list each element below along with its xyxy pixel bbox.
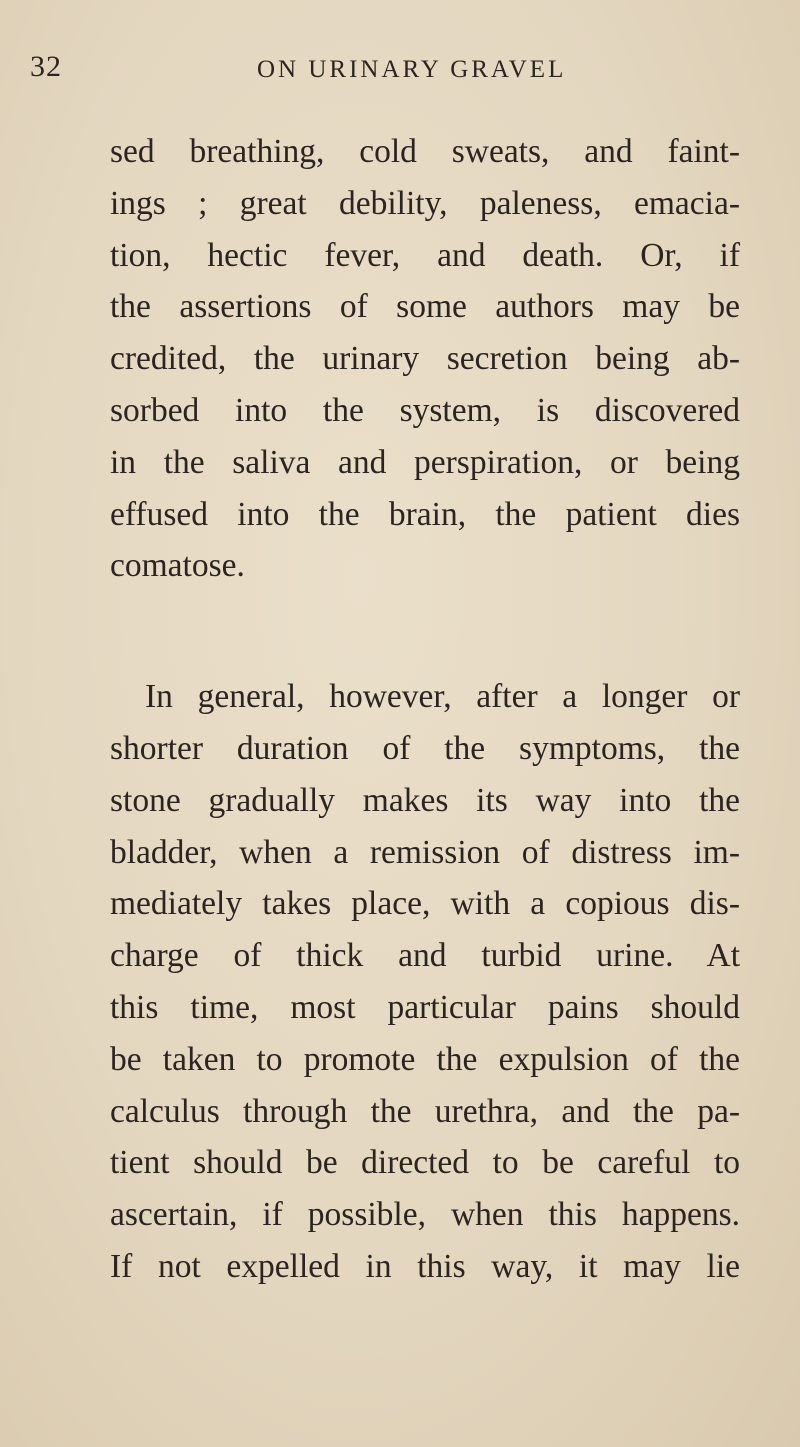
text-line: be taken to promote the expulsion of the <box>110 1040 740 1078</box>
text-line: ascertain, if possible, when this happens. <box>110 1196 740 1234</box>
text-line: this time, most particular pains should <box>110 988 740 1026</box>
text-line: charge of thick and turbid urine. At <box>110 937 740 975</box>
paragraph-2 <box>110 671 740 1293</box>
paragraph-gap <box>110 592 740 671</box>
text-line: tion, hectic fever, and death. Or, if <box>110 236 740 274</box>
text-line: In general, however, after a longer or <box>145 678 740 716</box>
text-line: If not expelled in this way, it may lie <box>110 1247 740 1285</box>
paragraph-1 <box>110 126 740 592</box>
text-line: tient should be directed to be careful to <box>110 1144 740 1182</box>
text-line: stone gradually makes its way into the <box>110 781 740 819</box>
running-head: ON URINARY GRAVEL <box>257 56 567 83</box>
text-line: effused into the brain, the patient dies <box>110 495 740 533</box>
text-line: calculus through the urethra, and the pa- <box>110 1092 740 1130</box>
text-line: credited, the urinary secretion being ab- <box>110 340 740 378</box>
page-number: 32 <box>30 50 62 83</box>
text-line: sorbed into the system, is discovered <box>110 391 740 429</box>
text-line: mediately takes place, with a copious dis- <box>110 885 740 923</box>
text-line: the assertions of some authors may be <box>110 288 740 326</box>
text-line: bladder, when a remission of distress im- <box>110 833 740 871</box>
text-line: ings ; great debility, paleness, emacia- <box>110 184 740 222</box>
text-line: in the saliva and perspiration, or being <box>110 443 740 481</box>
text-line: comatose. <box>110 547 245 585</box>
body-text <box>110 126 740 1293</box>
text-line: sed breathing, cold sweats, and faint- <box>110 133 740 170</box>
text-line: shorter duration of the symptoms, the <box>110 729 740 767</box>
